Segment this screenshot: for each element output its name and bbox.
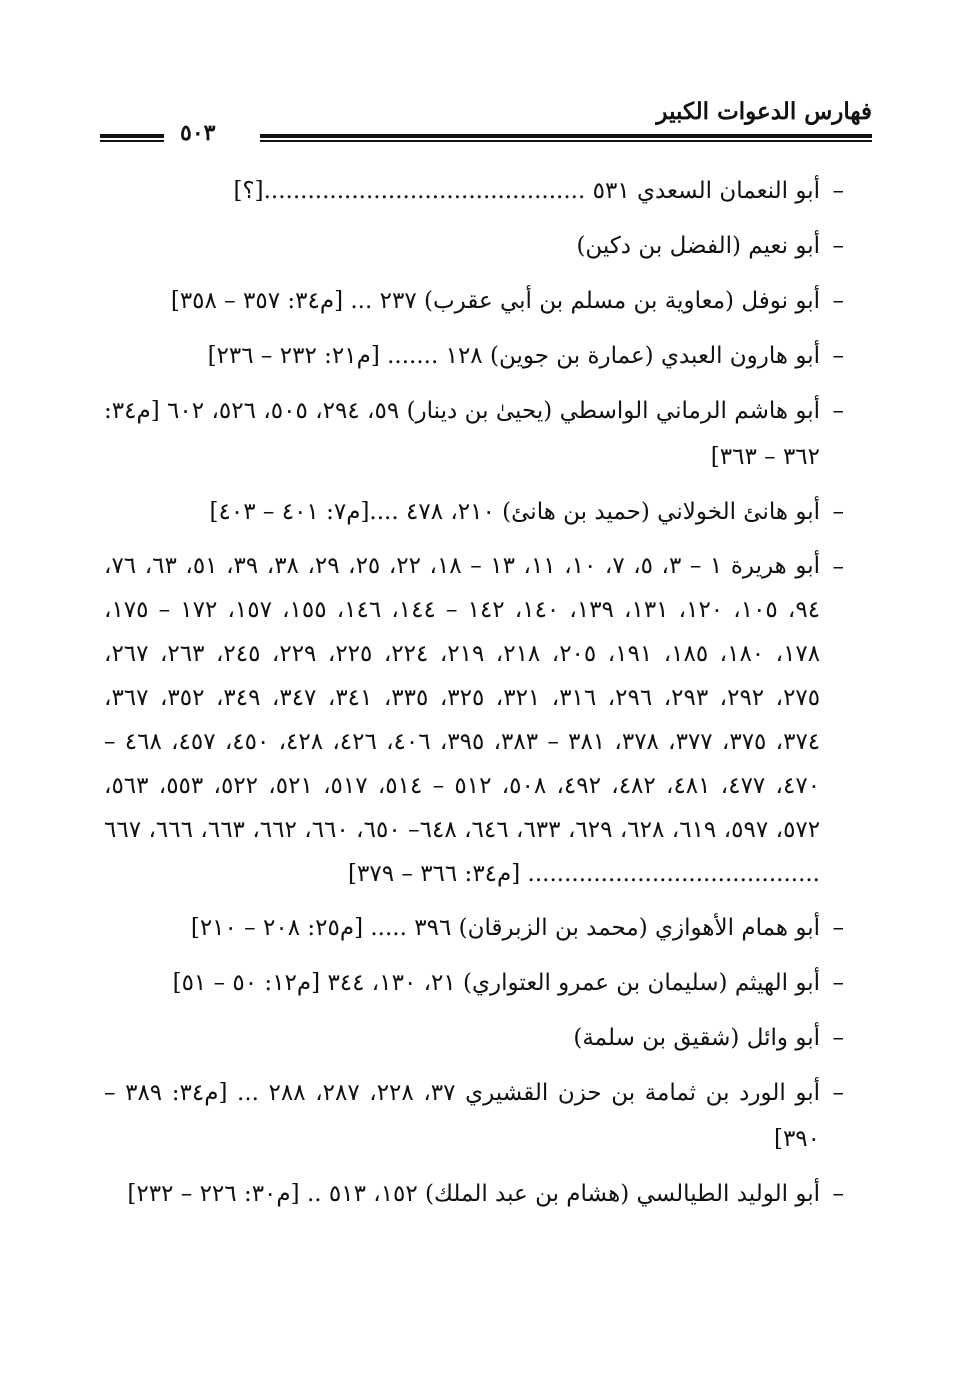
index-entry xyxy=(104,168,844,214)
index-entry xyxy=(104,278,844,324)
index-entry xyxy=(104,1070,844,1162)
index-entry xyxy=(104,333,844,379)
header-rule-left xyxy=(100,134,164,142)
entry-dash: – xyxy=(832,398,844,424)
index-entry xyxy=(104,388,844,480)
entry-dash: – xyxy=(832,343,844,369)
index-entry xyxy=(104,489,844,535)
entry-text: أبو النعمان السعدي ٥٣١ ............................................[؟] xyxy=(233,178,820,204)
entry-dash: – xyxy=(832,178,844,204)
entry-text: أبو نوفل (معاوية بن مسلم بن أبي عقرب) ٢٣٧ ... [م٣٤: ٣٥٧ – ٣٥٨] xyxy=(170,288,820,314)
entry-text: أبو الورد بن ثمامة بن حزن القشيري ٣٧، ٢٢٨، ٢٨٧، ٢٨٨ ... [م٣٤: ٣٨٩ – ٣٩٠] xyxy=(104,1080,821,1152)
running-header xyxy=(100,98,872,158)
entry-dash: – xyxy=(832,1025,844,1051)
entry-dash: – xyxy=(832,1080,844,1106)
page-number: ٥٠٣ xyxy=(180,120,216,146)
entry-text: أبو هاشم الرماني الواسطي (يحيىٰ بن دينار) ٥٩، ٢٩٤، ٥٠٥، ٥٢٦، ٦٠٢ [م٣٤: ٣٦٢ – ٣٦٣] xyxy=(104,398,821,470)
entry-dash: – xyxy=(832,915,844,941)
header-rule-right xyxy=(260,134,872,142)
entry-dash: – xyxy=(832,554,844,580)
entry-text: أبو همام الأهوازي (محمد بن الزبرقان) ٣٩٦ ..... [م٢٥: ٢٠٨ – ٢١٠] xyxy=(190,915,820,941)
index-entry xyxy=(104,1015,844,1061)
index-entry xyxy=(104,960,844,1006)
entry-text: أبو هانئ الخولاني (حميد بن هانئ) ٢١٠، ٤٧٨ ....[م٧: ٤٠١ – ٤٠٣] xyxy=(209,499,820,525)
entry-text: أبو هارون العبدي (عمارة بن جوين) ١٢٨ ....... [م٢١: ٢٣٢ – ٢٣٦] xyxy=(207,343,820,369)
entry-dash: – xyxy=(832,233,844,259)
index-entry xyxy=(104,223,844,269)
index-entry xyxy=(104,1171,844,1217)
entry-text: أبو هريرة ١ – ٣، ٥، ٧، ١٠، ١١، ١٣ – ١٨، ٢٢، ٢٥، ٢٩، ٣٨، ٣٩، ٥١، ٦٣، ٧٦، ٩٤، ١٠٥، ١٢٠، ١٣١، ١٣٩، ١٤٠، ١٤٢ – ١٤٤، ١٤٦، ١٥٥، ١٥٧، ١٧٢ – ١٧٥، ١٧٨، ١٨٠، ١٨٥، ١٩١، ٢٠٥، ٢١٨، ٢١٩، ٢٢٤، ٢٢٥، ٢٢٩، ٢٤٥، ٢٦٣، ٢٦٧، ٢٧٥، ٢٩٢، ٢٩٣، ٢٩٦، ٣١٦، ٣٢١، ٣٢٥، ٣٣٥، ٣٤١، ٣٤٧، ٣٤٩، ٣٥٢، ٣٦٧، ٣٧٤، ٣٧٥، ٣٧٧، ٣٧٨، ٣٨١ – ٣٨٣، ٣٩٥، ٤٠٦، ٤٢٦، ٤٢٨، ٤٥٠، ٤٥٧، ٤٦٨ – ٤٧٠، ٤٧٧، ٤٨١، ٤٨٢، ٤٩٢، ٥٠٨، ٥١٢ – ٥١٤، ٥١٧، ٥٢١، ٥٢٢، ٥٥٣، ٥٦٣، ٥٧٢، ٥٩٧، ٦١٩، ٦٢٨، ٦٢٩، ٦٣٣، ٦٤٦، ٦٤٨– ٦٥٠، ٦٦٠، ٦٦٢، ٦٦٣، ٦٦٦، ٦٦٧ ........................................ [م٣٤: ٣٦٦ – ٣٧٩] xyxy=(104,553,821,887)
index-entries xyxy=(104,168,844,1226)
entry-dash: – xyxy=(832,970,844,996)
entry-dash: – xyxy=(832,288,844,314)
entry-text: أبو الوليد الطيالسي (هشام بن عبد الملك) ١٥٢، ٥١٣ .. [م٣٠: ٢٢٦ – ٢٣٢] xyxy=(127,1181,820,1207)
entry-dash: – xyxy=(832,1181,844,1207)
header-title: فهارس الدعوات الكبير xyxy=(656,98,872,125)
entry-dash: – xyxy=(832,499,844,525)
entry-text: أبو نعيم (الفضل بن دكين) xyxy=(576,233,820,259)
entry-text: أبو الهيثم (سليمان بن عمرو العتواري) ٢١، ١٣٠، ٣٤٤ [م١٢: ٥٠ – ٥١] xyxy=(172,970,820,996)
entry-text: أبو وائل (شقيق بن سلمة) xyxy=(573,1025,820,1051)
index-entry xyxy=(104,905,844,951)
index-entry xyxy=(104,544,844,896)
